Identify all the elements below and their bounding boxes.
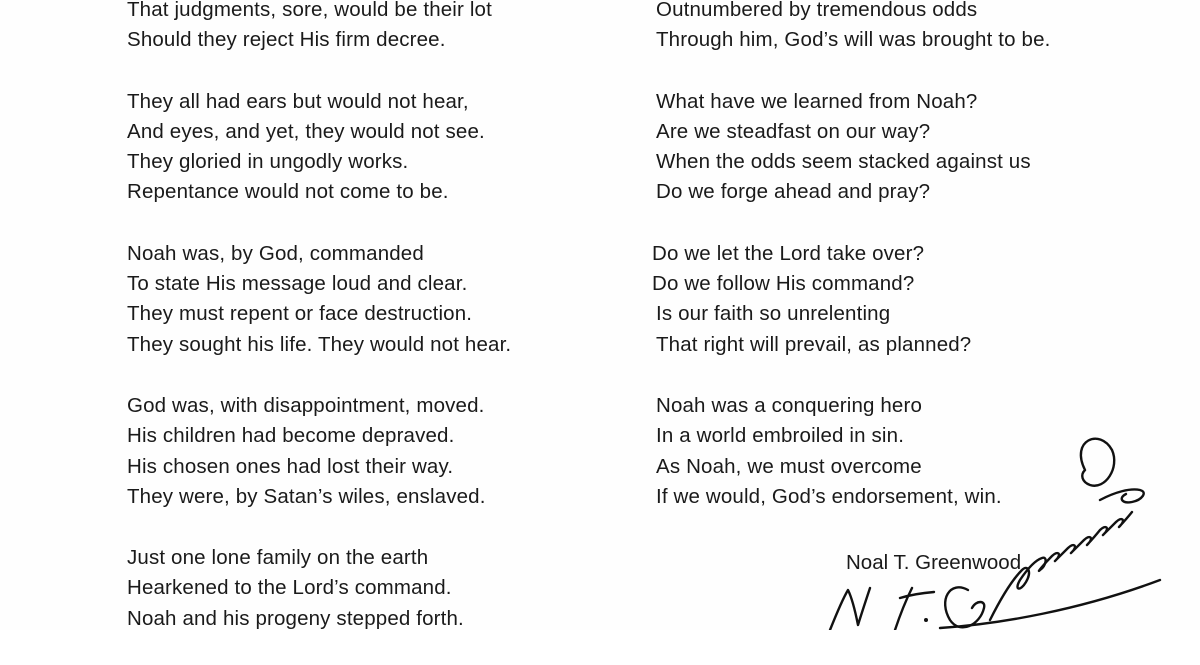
poem-line: When the odds seem stacked against us xyxy=(656,150,1031,174)
poem-line: To state His message loud and clear. xyxy=(127,272,468,296)
poem-line: Outnumbered by tremendous odds xyxy=(656,0,978,21)
stanza xyxy=(652,239,1050,360)
poem-line: Through him, God’s will was brought to be. xyxy=(656,28,1051,52)
poem-line: They must repent or face destruction. xyxy=(127,302,473,326)
poem-line: They all had ears but would not hear, xyxy=(127,89,469,113)
poem-line: Should they reject His firm decree. xyxy=(127,28,446,52)
poem-line: In a world embroiled in sin. xyxy=(656,424,905,448)
poem-line: If we would, God’s endorsement, win. xyxy=(656,484,1002,508)
handwritten-signature xyxy=(800,430,1200,630)
poem-line: God was, with disappointment, moved. xyxy=(127,393,485,417)
signature-stroke xyxy=(895,588,912,630)
signature-stroke xyxy=(1081,439,1114,486)
signature-stroke xyxy=(945,587,984,627)
poem-line: As Noah, we must overcome xyxy=(656,454,922,478)
signature-stroke xyxy=(1100,489,1144,502)
poem-line: His children had become depraved. xyxy=(127,424,455,448)
poem-line: They gloried in ungodly works. xyxy=(127,150,409,174)
stanza xyxy=(656,87,1050,208)
stanza xyxy=(656,0,1050,56)
poem-line: Repentance would not come to be. xyxy=(127,180,449,204)
poem-line: Do we let the Lord take over? xyxy=(652,241,925,265)
poem-line: They were, by Satan’s wiles, enslaved. xyxy=(127,484,486,508)
signature-stroke xyxy=(990,512,1132,620)
poem-line: Noah was, by God, commanded xyxy=(127,241,424,265)
poem-line: And eyes, and yet, they would not see. xyxy=(127,119,485,143)
poem-line: Do we follow His command? xyxy=(652,272,915,296)
signature-stroke xyxy=(900,592,934,598)
poem-line: Just one lone family on the earth xyxy=(127,546,429,570)
poem-line: Noah was a conquering hero xyxy=(656,393,923,417)
poem-left-column xyxy=(127,0,511,665)
signature-dot xyxy=(924,618,928,622)
poem-line: Do we forge ahead and pray? xyxy=(656,180,931,204)
poem-line: His chosen ones had lost their way. xyxy=(127,454,454,478)
poem-line: Is our faith so unrelenting xyxy=(656,302,891,326)
poem-line: What have we learned from Noah? xyxy=(656,89,978,113)
poem-line: Are we steadfast on our way? xyxy=(656,119,931,143)
author-name: Noal T. Greenwood xyxy=(846,551,1022,574)
stanza xyxy=(127,239,511,360)
poem-line: That judgments, sore, would be their lot xyxy=(127,0,492,21)
signature-stroke xyxy=(830,588,870,630)
poem-line: That right will prevail, as planned? xyxy=(656,332,972,356)
stanza xyxy=(127,391,511,512)
poem-line: Noah and his progeny stepped forth. xyxy=(127,606,464,630)
stanza xyxy=(127,543,511,634)
poem-line: They sought his life. They would not hear. xyxy=(127,332,512,356)
stanza xyxy=(127,0,511,56)
poem-line: Hearkened to the Lord’s command. xyxy=(127,576,452,600)
stanza xyxy=(127,87,511,208)
signature-stroke xyxy=(940,580,1160,628)
